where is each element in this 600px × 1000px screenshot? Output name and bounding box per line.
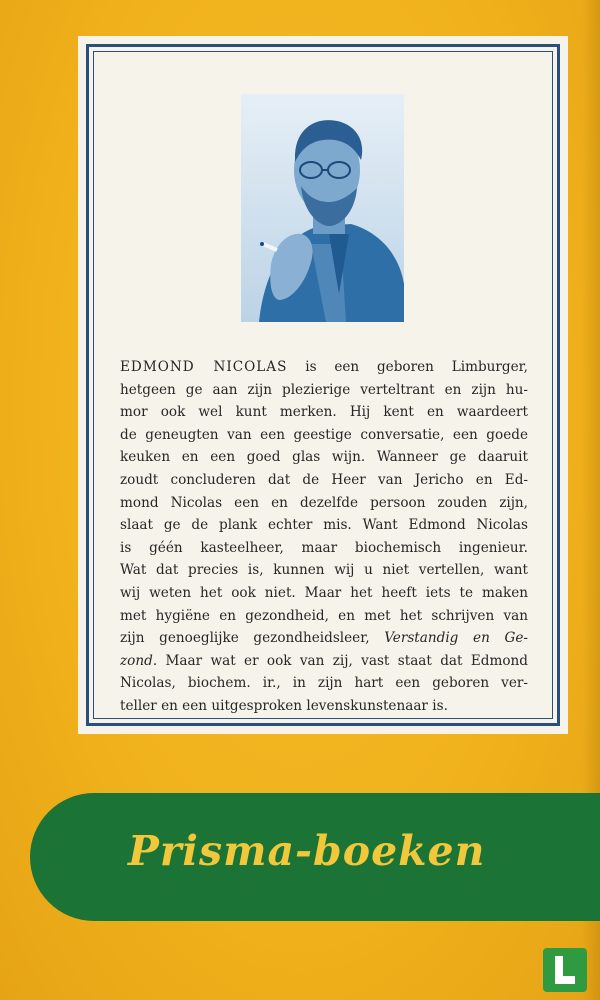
bio-line: mor ook wel kunt merken. Hij kent en waardeert bbox=[120, 404, 528, 421]
bio-line: keuken en een goed glas wijn. Wanneer ge daaruit bbox=[120, 449, 528, 466]
bio-line: teller en een uitgesproken levenskunstenaar is. bbox=[120, 697, 448, 714]
bio-line: hetgeen ge aan zijn plezierige verteltrant en zijn hu- bbox=[120, 381, 528, 398]
l-letter-icon bbox=[553, 955, 577, 985]
bio-line: is géén kasteelheer, maar biochemisch ingenieur. bbox=[120, 539, 528, 556]
series-logo-text: Prisma-boeken bbox=[128, 827, 486, 875]
author-photo bbox=[241, 94, 404, 322]
book-title: Verstandig en Ge- bbox=[384, 630, 528, 647]
bio-panel bbox=[78, 36, 568, 734]
bio-line: mond Nicolas een en dezelfde persoon zouden zijn, bbox=[120, 494, 528, 511]
l-logo-sticker bbox=[543, 948, 587, 992]
bio-line: Wat dat precies is, kunnen wij u niet vertellen, want bbox=[120, 562, 528, 579]
bio-line: EDMOND NICOLAS is een geboren Limburger, bbox=[120, 359, 528, 375]
bio-line: Nicolas, biochem. ir., in zijn hart een geboren ver- bbox=[120, 675, 528, 692]
bio-line: met hygiëne en gezondheid, en met het schrijven van bbox=[120, 607, 528, 624]
bio-line: zijn genoeglijke gezondheidsleer, Verstandig en Ge- bbox=[120, 630, 528, 647]
author-bio bbox=[120, 356, 528, 718]
book-title: zond bbox=[120, 652, 153, 669]
bio-line: zoudt concluderen dat de Heer van Jericho en Ed- bbox=[120, 471, 528, 488]
bio-line: slaat ge de plank echter mis. Want Edmond Nicolas bbox=[120, 517, 528, 534]
bio-line: wij weten het ook niet. Maar het heeft iets te maken bbox=[120, 584, 528, 601]
bio-line: de geneugten van een geestige conversatie, een goede bbox=[120, 426, 528, 443]
author-portrait-image bbox=[241, 94, 404, 322]
bio-line: zond. Maar wat er ook van zij, vast staat dat Edmond bbox=[120, 652, 528, 669]
author-name: EDMOND NICOLAS bbox=[120, 359, 288, 375]
